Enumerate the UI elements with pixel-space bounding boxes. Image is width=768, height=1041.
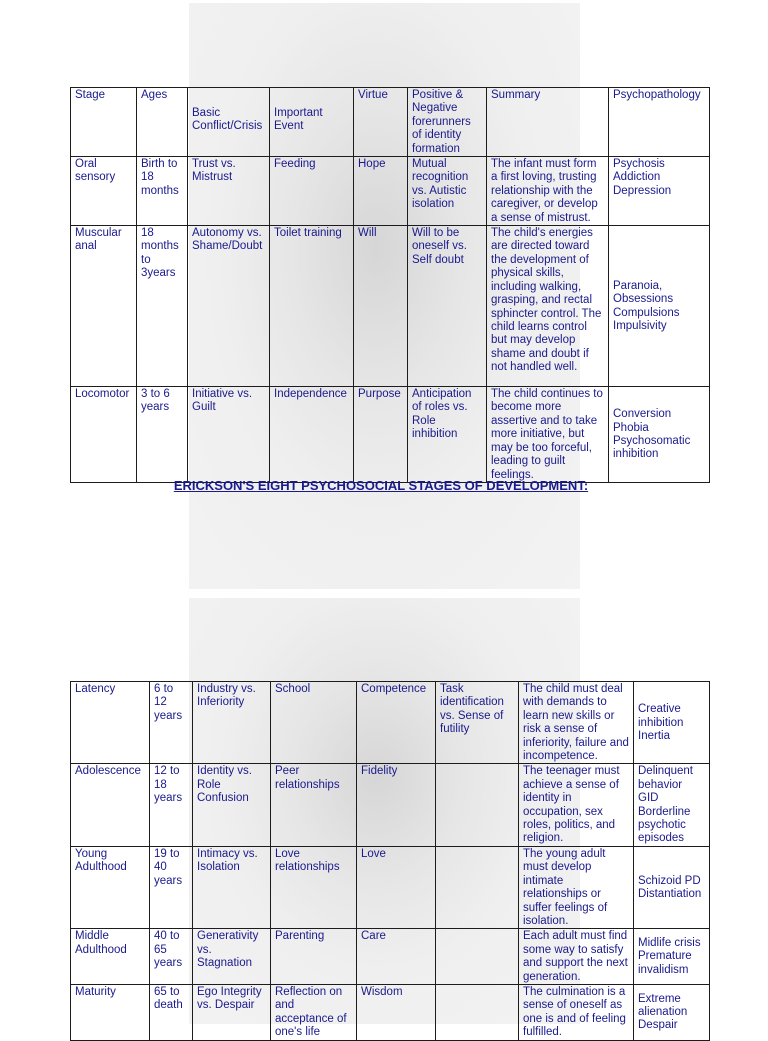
cell-ages: 12 to 18 years [150,764,193,846]
table-row [71,846,710,928]
header-stage: Stage [71,88,137,157]
cell-ages: 6 to 12 years [150,682,193,764]
cell-forerunners: Mutual recognition vs. Autistic isolation [408,157,487,226]
psychopathology-item: Midlife crisis [638,937,701,950]
table-row [71,764,710,846]
psychopathology-item: psychotic [638,819,686,832]
cell-psychopathology [634,682,710,764]
cell-crisis: Intimacy vs. Isolation [193,846,271,928]
psychopathology-item: Premature [638,950,692,963]
psychopathology-item: Extreme [638,992,681,1005]
cell-ages: Birth to 18 months [137,157,188,226]
psychopathology-item: inhibition [613,448,659,461]
stages-table-1 [70,87,710,483]
psychopathology-item: Compulsions [613,306,680,319]
cell-forerunners [436,846,519,928]
cell-ages: 18 months to 3years [137,226,188,387]
psychopathology-item: Despair [638,1019,678,1032]
cell-summary: The child's energies are directed toward the development of physical skills, including walking, grasping, and rectal sphincter control. The child learns control but may develop shame and doubt if not handled well. [487,226,609,387]
cell-psychopathology [634,846,710,928]
cell-summary: Each adult must find some way to satisfy and support the next generation. [519,929,634,985]
cell-crisis: Initiative vs. Guilt [188,387,270,483]
header-event: Important Event [270,88,354,157]
cell-ages: 40 to 65 years [150,929,193,985]
cell-virtue: Will [354,226,408,387]
header-psychopathology: Psychopathology [609,88,710,157]
psychopathology-item: Conversion [613,408,672,421]
cell-psychopathology [609,387,710,483]
cell-crisis: Autonomy vs. Shame/Doubt [188,226,270,387]
cell-forerunners: Anticipation of roles vs. Role inhibition [408,387,487,483]
psychopathology-item: Creative [638,703,681,716]
cell-psychopathology [634,929,710,985]
cell-forerunners [436,764,519,846]
table-header-row [71,88,710,157]
psychopathology-item: inhibition [638,716,684,729]
cell-stage: Muscular anal [71,226,137,387]
header-ages: Ages [137,88,188,157]
psychopathology-item: Phobia [613,421,649,434]
cell-summary: The infant must form a first loving, trusting relationship with the caregiver, or develop a sense of mistrust. [487,157,609,226]
cell-event: Love relationships [271,846,357,928]
table-row [71,226,710,387]
cell-summary: The child continues to become more assertive and to take more initiative, but may be too forceful, leading to guilt feelings. [487,387,609,483]
cell-event: Feeding [270,157,354,226]
table-row [71,929,710,985]
cell-virtue: Hope [354,157,408,226]
cell-psychopathology [609,226,710,387]
table-row [71,157,710,226]
cell-psychopathology [634,984,710,1040]
header-virtue: Virtue [354,88,408,157]
header-crisis: Basic Conflict/Crisis [188,88,270,157]
table-row [71,682,710,764]
psychopathology-item: Schizoid PD [638,874,701,887]
psychopathology-item: invalidism [638,963,689,976]
cell-forerunners: Will to be oneself vs. Self doubt [408,226,487,387]
cell-psychopathology [609,157,710,226]
cell-psychopathology [634,764,710,846]
table-row [71,387,710,483]
psychopathology-item: Paranoia, [613,279,663,292]
cell-virtue: Wisdom [357,984,436,1040]
cell-event: Parenting [271,929,357,985]
cell-virtue: Competence [357,682,436,764]
psychopathology-item: Distantiation [638,888,702,901]
psychopathology-item: Impulsivity [613,319,667,332]
cell-virtue: Love [357,846,436,928]
psychopathology-item: Psychosis [613,158,665,171]
cell-summary: The young adult must develop intimate relationships or suffer feelings of isolation. [519,846,634,928]
psychopathology-item: episodes [638,832,685,845]
cell-event: School [271,682,357,764]
cell-stage: Young Adulthood [71,846,150,928]
cell-ages: 3 to 6 years [137,387,188,483]
cell-crisis: Trust vs. Mistrust [188,157,270,226]
cell-virtue: Care [357,929,436,985]
psychopathology-item: Depression [613,184,672,197]
cell-forerunners [436,929,519,985]
psychopathology-item: behavior [638,778,683,791]
header-forerunners: Positive & Negative forerunners of identity formation [408,88,487,157]
cell-virtue: Fidelity [357,764,436,846]
psychopathology-item: Delinquent [638,765,693,778]
page-title: ERICKSON'S EIGHT PSYCHOSOCIAL STAGES OF DEVELOPMENT: [173,478,589,493]
cell-forerunners [436,984,519,1040]
cell-summary: The teenager must achieve a sense of identity in occupation, sex roles, politics, and religion. [519,764,634,846]
cell-forerunners: Task identification vs. Sense of futility [436,682,519,764]
cell-stage: Locomotor [71,387,137,483]
psychopathology-item: Borderline [638,805,691,818]
cell-stage: Middle Adulthood [71,929,150,985]
cell-crisis: Generativity vs. Stagnation [193,929,271,985]
cell-stage: Maturity [71,984,150,1040]
cell-event: Toilet training [270,226,354,387]
psychopathology-item: GID [638,792,659,805]
cell-stage: Adolescence [71,764,150,846]
cell-summary: The culmination is a sense of oneself as one is and of feeling fulfilled. [519,984,634,1040]
psychopathology-item: Obsessions [613,293,674,306]
cell-crisis: Industry vs. Inferiority [193,682,271,764]
cell-crisis: Ego Integrity vs. Despair [193,984,271,1040]
header-summary: Summary [487,88,609,157]
table-row [71,984,710,1040]
cell-stage: Latency [71,682,150,764]
cell-event: Reflection on and acceptance of one's life [271,984,357,1040]
cell-ages: 65 to death [150,984,193,1040]
cell-crisis: Identity vs. Role Confusion [193,764,271,846]
psychopathology-item: alienation [638,1006,688,1019]
psychopathology-item: Inertia [638,729,670,742]
psychopathology-item: Psychosomatic [613,435,691,448]
cell-event: Independence [270,387,354,483]
cell-event: Peer relationships [271,764,357,846]
cell-summary: The child must deal with demands to learn new skills or risk a sense of inferiority, failure and incompetence. [519,682,634,764]
psychopathology-item: Addiction [613,171,661,184]
cell-virtue: Purpose [354,387,408,483]
cell-ages: 19 to 40 years [150,846,193,928]
stages-table-2 [70,681,710,1041]
cell-stage: Oral sensory [71,157,137,226]
